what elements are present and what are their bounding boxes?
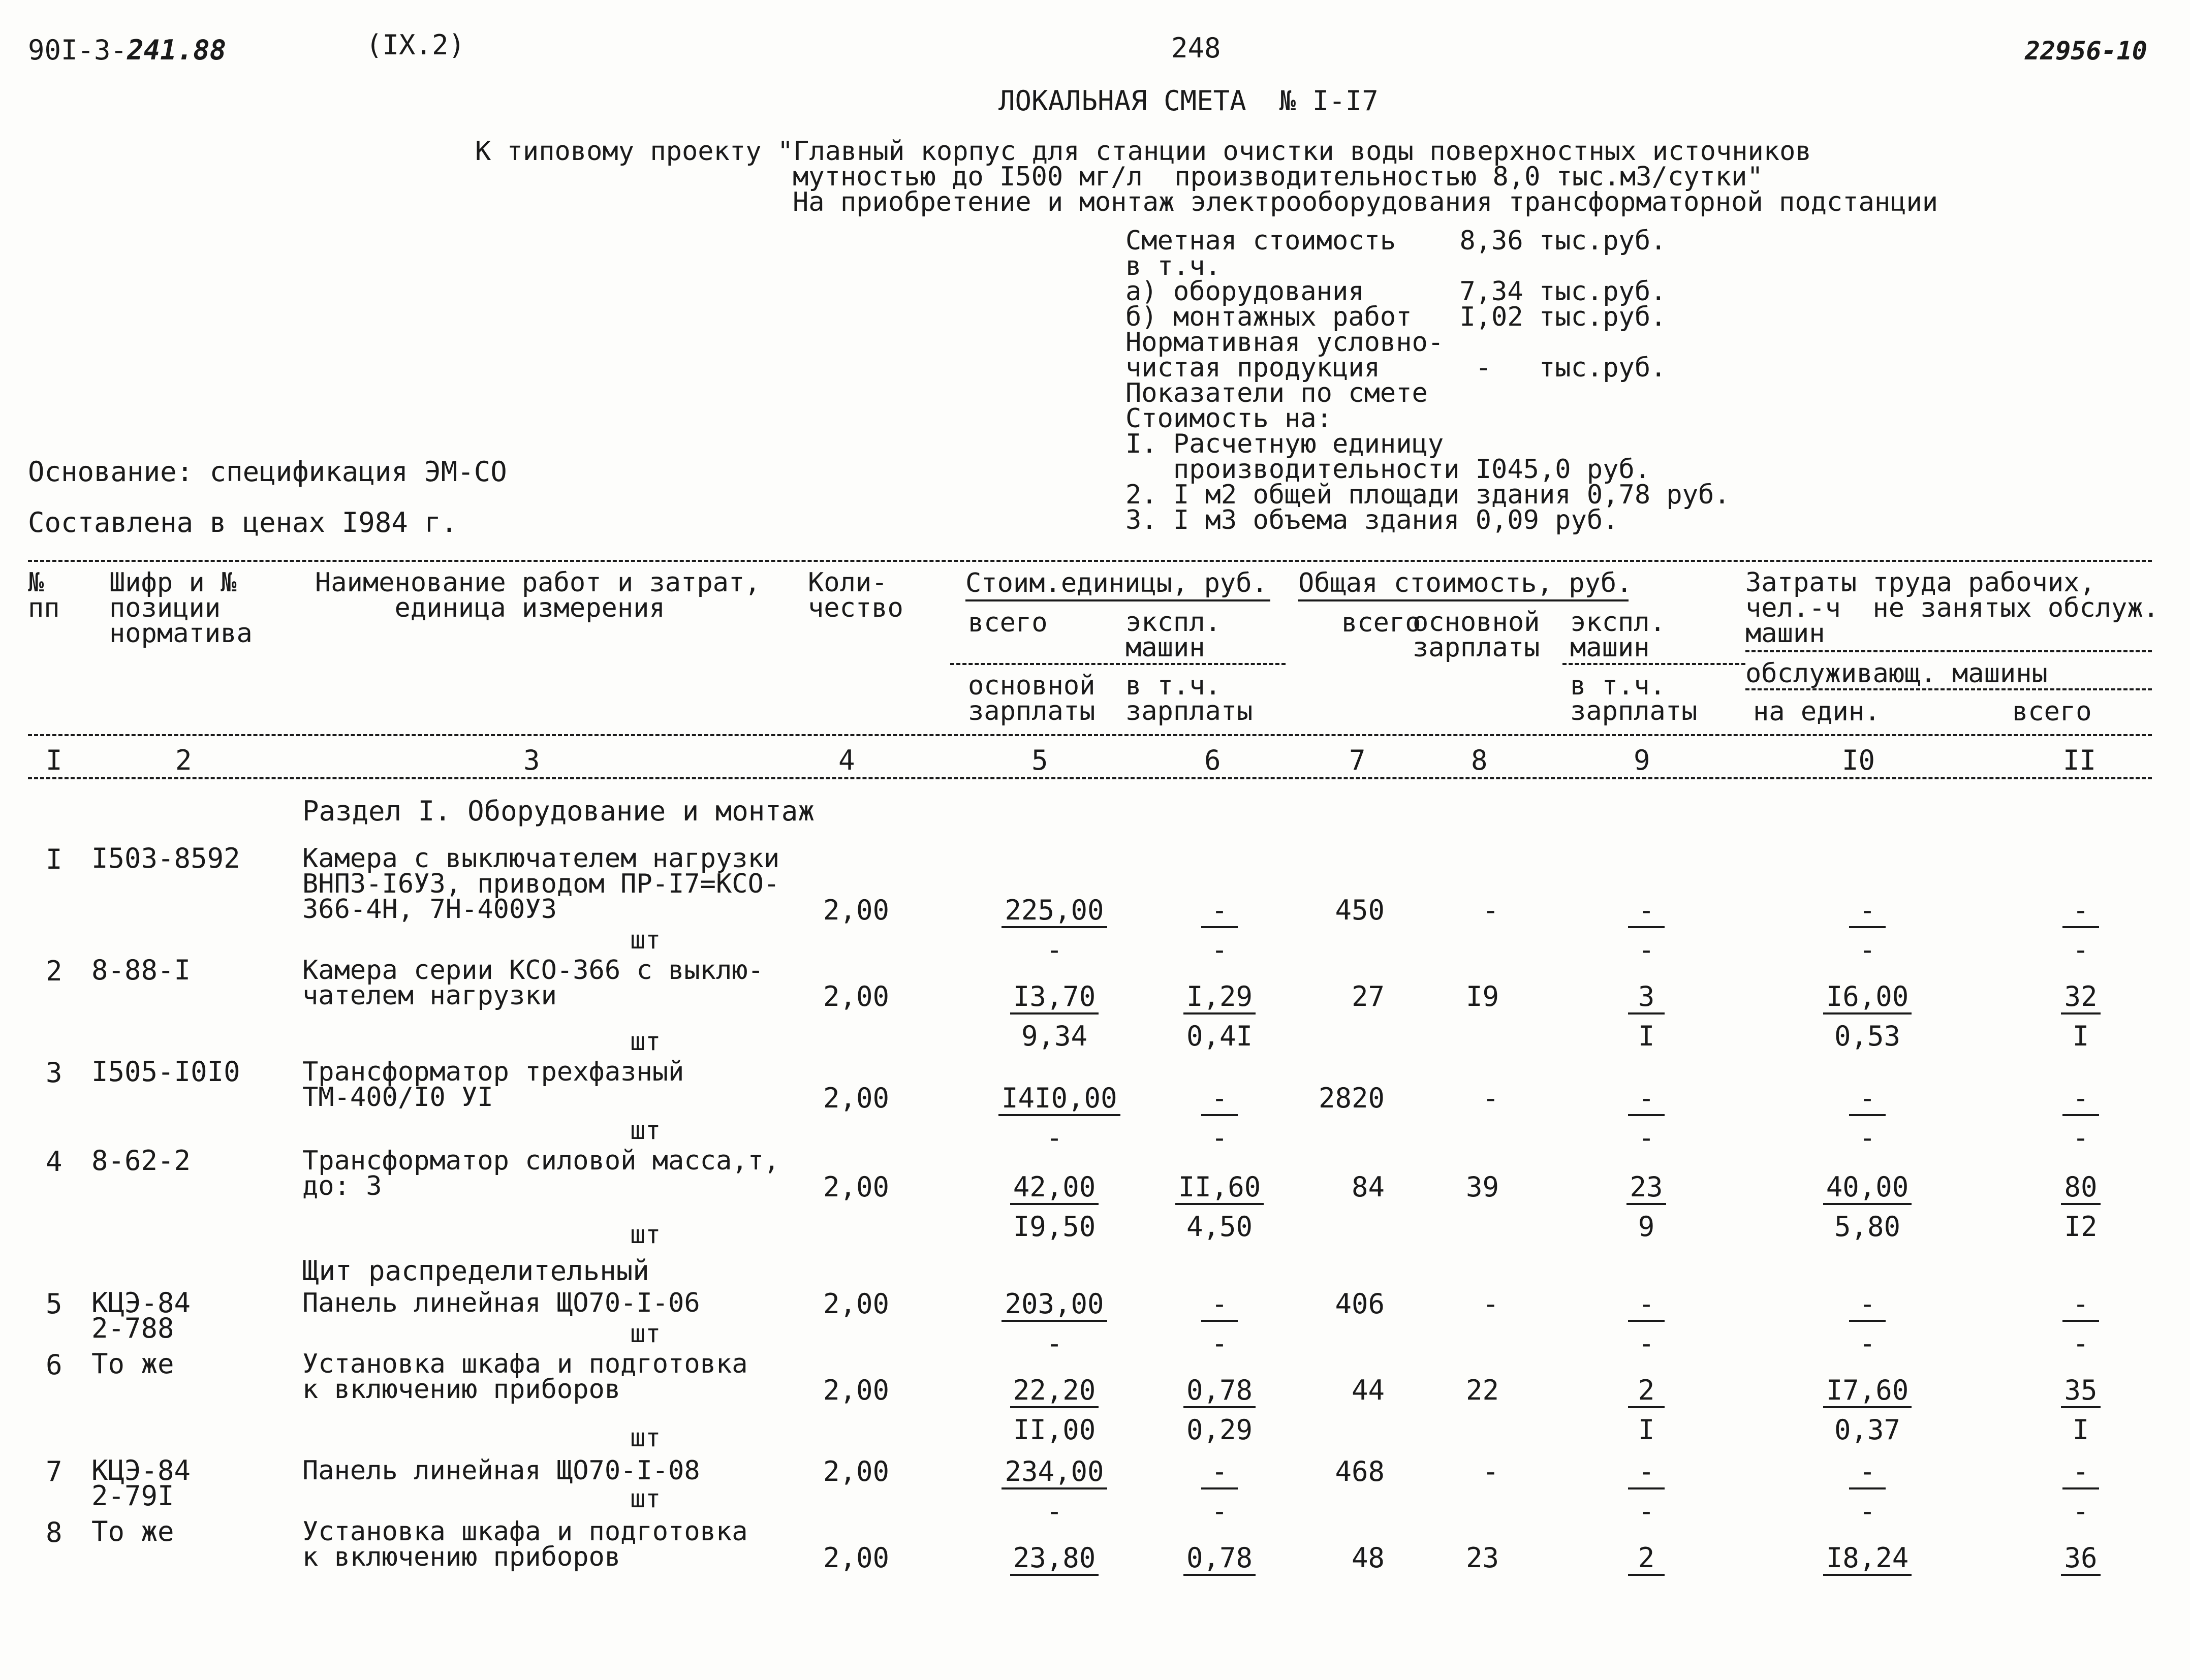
row-total-machines bbox=[1590, 1544, 1702, 1609]
row-name: Установка шкафа и подготовка к включению приборов bbox=[302, 1349, 748, 1405]
subgroup-title: Щит распределительный bbox=[302, 1255, 649, 1287]
row-number: I bbox=[46, 843, 62, 875]
row-labor-total-top: - bbox=[2062, 897, 2099, 928]
project-code bbox=[28, 34, 227, 66]
row-labor-per-unit-bottom: - bbox=[1859, 1122, 1876, 1154]
row-unit: шт bbox=[630, 1220, 661, 1249]
row-unit-cost-bottom: II,00 bbox=[1013, 1414, 1096, 1446]
row-name: Панель линейная ЩО70-I-06 bbox=[302, 1288, 700, 1318]
row-number: 8 bbox=[46, 1516, 62, 1548]
row-number: 7 bbox=[46, 1455, 62, 1487]
row-quantity: 2,00 bbox=[823, 1542, 890, 1574]
row-unit-cost-bottom: - bbox=[1046, 1122, 1063, 1154]
header-rule-mid bbox=[28, 734, 2152, 736]
col-1-header: № пп bbox=[28, 567, 60, 623]
row-labor-total-bottom: I2 bbox=[2064, 1211, 2098, 1243]
row-labor-total-bottom: - bbox=[2072, 1327, 2089, 1359]
row-total-machines-bottom: - bbox=[1638, 934, 1655, 966]
row-total-machines-top: 2 bbox=[1628, 1544, 1665, 1576]
row-unit-cost-bottom: I9,50 bbox=[1013, 1211, 1096, 1243]
col-9-top-header: экспл. машин bbox=[1570, 607, 1666, 663]
col-number: 6 bbox=[1204, 744, 1221, 776]
row-labor-per-unit-top: 40,00 bbox=[1823, 1174, 1912, 1205]
row-unit: шт bbox=[630, 1423, 661, 1452]
col-number: 9 bbox=[1634, 744, 1650, 776]
row-total-machines-top: - bbox=[1628, 1458, 1665, 1489]
col-9-mid-rule bbox=[1562, 663, 1745, 665]
row-unit-machines bbox=[1164, 1455, 1275, 1527]
album-number: (IX.2) bbox=[366, 29, 465, 61]
row-unit-machines bbox=[1164, 894, 1275, 966]
row-unit-cost-top: I4I0,00 bbox=[998, 1085, 1120, 1116]
summary-line: Сметная стоимость 8,36 тыс.руб. bbox=[1125, 226, 1667, 256]
row-labor-per-unit-bottom bbox=[1811, 1584, 1923, 1609]
row-code: 8-88-I bbox=[91, 954, 191, 986]
col-number: 2 bbox=[175, 744, 192, 776]
basis-note: Основание: спецификация ЭМ-СО bbox=[28, 456, 507, 488]
unit-cost-group-header: Стоим.единицы, руб. bbox=[965, 568, 1268, 598]
row-unit-machines bbox=[1164, 1544, 1275, 1609]
row-unit-cost bbox=[998, 1171, 1110, 1243]
row-code: КЦЭ-84 2-788 bbox=[91, 1287, 191, 1344]
row-labor-per-unit bbox=[1811, 1374, 1923, 1446]
row-labor-per-unit-bottom: 0,37 bbox=[1834, 1414, 1901, 1446]
row-unit-machines-bottom: 0,4I bbox=[1186, 1020, 1253, 1052]
col-8-header: основной зарплаты bbox=[1413, 607, 1540, 663]
col-number: II bbox=[2063, 744, 2097, 776]
row-name: Трансформатор силовой масса,т, до: 3 bbox=[302, 1146, 780, 1201]
row-unit-machines-bottom: 0,29 bbox=[1186, 1414, 1253, 1446]
col-6-top-header: экспл. машин bbox=[1125, 607, 1221, 663]
row-unit-machines-bottom: - bbox=[1211, 1495, 1228, 1527]
row-total-machines-bottom bbox=[1590, 1584, 1702, 1609]
row-labor-total bbox=[2025, 1082, 2137, 1154]
row-labor-total-bottom: - bbox=[2072, 934, 2089, 966]
row-labor-per-unit-bottom: 0,53 bbox=[1834, 1020, 1901, 1052]
row-unit-cost-bottom: - bbox=[1046, 1495, 1063, 1527]
row-total-machines bbox=[1590, 894, 1702, 966]
row-unit-cost-bottom bbox=[998, 1584, 1110, 1609]
summary-line: 3. I м3 объема здания 0,09 руб. bbox=[1125, 505, 1619, 535]
subtitle-line-1: К типовому проекту "Главный корпус для станции очистки воды поверхностных источников bbox=[475, 136, 1811, 167]
row-unit-cost bbox=[998, 1455, 1110, 1527]
page-title: ЛОКАЛЬНАЯ СМЕТА № I-I7 bbox=[998, 85, 1379, 117]
row-labor-total-bottom: - bbox=[2072, 1122, 2089, 1154]
col-7-header: всего bbox=[1341, 608, 1421, 638]
prices-year-note: Составлена в ценах I984 г. bbox=[28, 506, 458, 538]
row-unit-cost-top: I3,70 bbox=[1010, 983, 1099, 1015]
row-unit-machines-top: - bbox=[1201, 897, 1238, 928]
row-total-cost: 48 bbox=[1351, 1542, 1385, 1574]
row-labor-per-unit-top: - bbox=[1849, 897, 1886, 928]
row-total-wages: - bbox=[1482, 894, 1499, 926]
summary-line: в т.ч. bbox=[1125, 251, 1221, 281]
subtitle-line-2: мутностью до I500 мг/л производительностью 8,0 тыс.м3/сутки" bbox=[793, 162, 1763, 192]
row-labor-per-unit-bottom: - bbox=[1859, 1327, 1876, 1359]
total-cost-underline bbox=[1298, 599, 1629, 601]
row-total-machines-top: 2 bbox=[1628, 1377, 1665, 1408]
labor-subgroup-header: обслуживающ. машины bbox=[1745, 658, 2048, 689]
summary-line: Нормативная условно- bbox=[1125, 327, 1444, 358]
col-number: 7 bbox=[1349, 744, 1366, 776]
header-rule-bottom bbox=[28, 777, 2152, 779]
row-total-machines bbox=[1590, 1171, 1702, 1243]
row-quantity: 2,00 bbox=[823, 1171, 890, 1203]
row-number: 5 bbox=[46, 1288, 62, 1320]
row-unit-machines bbox=[1164, 1082, 1275, 1154]
row-total-wages: 23 bbox=[1465, 1542, 1499, 1574]
row-unit-cost bbox=[998, 980, 1110, 1052]
unit-cost-underline bbox=[965, 599, 1270, 601]
row-total-wages: I9 bbox=[1465, 980, 1499, 1012]
row-labor-total-bottom: I bbox=[2072, 1414, 2089, 1446]
row-unit-machines-top: I,29 bbox=[1183, 983, 1256, 1015]
row-total-wages: - bbox=[1482, 1082, 1499, 1114]
labor-mid-rule bbox=[1745, 650, 2152, 652]
row-name: Установка шкафа и подготовка к включению приборов bbox=[302, 1516, 748, 1572]
row-unit-machines-top: - bbox=[1201, 1085, 1238, 1116]
row-total-cost: 406 bbox=[1335, 1288, 1385, 1320]
row-unit: шт bbox=[630, 1027, 661, 1056]
row-labor-per-unit bbox=[1811, 1171, 1923, 1243]
row-labor-per-unit-top: I8,24 bbox=[1823, 1544, 1912, 1576]
row-code: I503-8592 bbox=[91, 842, 240, 874]
row-number: 4 bbox=[46, 1146, 62, 1178]
row-number: 2 bbox=[46, 955, 62, 987]
row-labor-per-unit bbox=[1811, 1544, 1923, 1609]
row-labor-total-top: - bbox=[2062, 1290, 2099, 1322]
row-quantity: 2,00 bbox=[823, 1374, 890, 1406]
summary-line: а) оборудования 7,34 тыс.руб. bbox=[1125, 276, 1667, 307]
row-total-machines bbox=[1590, 1374, 1702, 1446]
row-total-wages: 39 bbox=[1465, 1171, 1499, 1203]
row-labor-per-unit-top: - bbox=[1849, 1458, 1886, 1489]
row-name: Панель линейная ЩО70-I-08 bbox=[302, 1455, 700, 1486]
col-9-bottom-header: в т.ч. зарплаты bbox=[1570, 671, 1698, 726]
row-labor-total-top: 35 bbox=[2061, 1377, 2100, 1408]
row-unit-machines bbox=[1164, 1171, 1275, 1243]
col-11-header: всего bbox=[2012, 696, 2092, 727]
row-labor-per-unit-top: - bbox=[1849, 1290, 1886, 1322]
summary-line: производительности I045,0 руб. bbox=[1125, 454, 1651, 485]
row-total-wages: - bbox=[1482, 1455, 1499, 1487]
row-total-machines bbox=[1590, 980, 1702, 1052]
row-labor-total bbox=[2025, 1290, 2137, 1357]
row-labor-total-top: 80 bbox=[2061, 1174, 2100, 1205]
row-labor-total-bottom bbox=[2025, 1584, 2137, 1609]
row-labor-per-unit bbox=[1811, 1290, 1923, 1357]
row-number: 3 bbox=[46, 1057, 62, 1089]
row-total-machines-bottom: 9 bbox=[1638, 1211, 1655, 1243]
summary-line: I. Расчетную единицу bbox=[1125, 429, 1444, 459]
row-quantity: 2,00 bbox=[823, 1082, 890, 1114]
row-unit: шт bbox=[630, 925, 661, 955]
row-total-cost: 44 bbox=[1351, 1374, 1385, 1406]
row-unit-machines bbox=[1164, 1290, 1275, 1357]
row-labor-per-unit-bottom: 5,80 bbox=[1834, 1211, 1901, 1243]
row-unit-cost bbox=[998, 1374, 1110, 1446]
row-labor-total bbox=[2025, 1544, 2137, 1609]
row-unit-machines-bottom: - bbox=[1211, 934, 1228, 966]
row-labor-total-bottom: I bbox=[2072, 1020, 2089, 1052]
section-title: Раздел I. Оборудование и монтаж bbox=[302, 795, 815, 827]
row-total-wages: - bbox=[1482, 1288, 1499, 1320]
row-total-machines-top: - bbox=[1628, 1085, 1665, 1116]
project-code-print: 90I-3- bbox=[28, 34, 128, 66]
row-total-wages: 22 bbox=[1465, 1374, 1499, 1406]
row-unit-cost-bottom: - bbox=[1046, 934, 1063, 966]
row-total-cost: 84 bbox=[1351, 1171, 1385, 1203]
row-unit-machines-bottom bbox=[1164, 1584, 1275, 1609]
row-unit-cost bbox=[998, 1544, 1110, 1609]
row-labor-total bbox=[2025, 1374, 2137, 1446]
row-unit-cost-top: 22,20 bbox=[1010, 1377, 1099, 1408]
row-total-machines-top: - bbox=[1628, 897, 1665, 928]
row-total-machines bbox=[1590, 1290, 1702, 1357]
row-total-machines-top: 3 bbox=[1628, 983, 1665, 1015]
row-unit: шт bbox=[630, 1116, 661, 1145]
row-unit-machines-top: - bbox=[1201, 1290, 1238, 1322]
row-name: Трансформатор трехфазный ТМ-400/I0 УI bbox=[302, 1057, 684, 1113]
row-quantity: 2,00 bbox=[823, 1288, 890, 1320]
row-unit-cost-top: 225,00 bbox=[1002, 897, 1107, 928]
row-labor-per-unit-bottom: - bbox=[1859, 1495, 1876, 1527]
row-labor-per-unit-top: I7,60 bbox=[1823, 1377, 1912, 1408]
row-labor-total bbox=[2025, 1455, 2137, 1527]
row-labor-per-unit-top: - bbox=[1849, 1085, 1886, 1116]
col-number: 3 bbox=[523, 744, 540, 776]
row-total-cost: 468 bbox=[1335, 1455, 1385, 1487]
row-unit-cost-top: 234,00 bbox=[1002, 1458, 1107, 1489]
row-unit: шт bbox=[630, 1484, 661, 1513]
row-labor-per-unit bbox=[1811, 1082, 1923, 1154]
row-labor-total-top: - bbox=[2062, 1458, 2099, 1489]
col-3-header: Наименование работ и затрат, единица измерения bbox=[315, 567, 761, 623]
row-unit-cost-top: 42,00 bbox=[1010, 1174, 1099, 1205]
summary-line: Показатели по смете bbox=[1125, 378, 1428, 408]
row-unit-cost bbox=[998, 1082, 1117, 1154]
row-total-machines-bottom: I bbox=[1638, 1020, 1655, 1052]
row-labor-total bbox=[2025, 1171, 2137, 1243]
col-number: I0 bbox=[1842, 744, 1875, 776]
row-quantity: 2,00 bbox=[823, 1455, 890, 1487]
page-number: 248 bbox=[1171, 32, 1221, 64]
row-unit: шт bbox=[630, 1319, 661, 1348]
row-total-machines-bottom: I bbox=[1638, 1414, 1655, 1446]
row-unit-machines-top: - bbox=[1201, 1458, 1238, 1489]
summary-line: Стоимость на: bbox=[1125, 403, 1332, 434]
col-number: 8 bbox=[1471, 744, 1488, 776]
row-total-machines-bottom: - bbox=[1638, 1495, 1655, 1527]
subtitle-line-3: На приобретение и монтаж электрооборудования трансформаторной подстанции bbox=[793, 187, 1938, 217]
row-labor-total-top: 36 bbox=[2061, 1544, 2100, 1576]
row-unit-cost-top: 203,00 bbox=[1002, 1290, 1107, 1322]
col-2-header: Шифр и № позиции норматива bbox=[109, 567, 253, 649]
row-number: 6 bbox=[46, 1349, 62, 1381]
row-total-cost: 2820 bbox=[1318, 1082, 1385, 1114]
labor-group-header: Затраты труда рабочих, чел.-ч не занятых обслуж. машин bbox=[1745, 567, 2159, 649]
row-code: КЦЭ-84 2-79I bbox=[91, 1454, 191, 1512]
total-cost-group-header: Общая стоимость, руб. bbox=[1298, 568, 1633, 598]
row-labor-total bbox=[2025, 980, 2137, 1052]
row-code: То же bbox=[91, 1515, 174, 1547]
col-4-header: Коли- чество bbox=[808, 567, 903, 623]
col-6-bottom-header: в т.ч. зарплаты bbox=[1125, 671, 1253, 726]
row-unit-machines bbox=[1164, 980, 1275, 1052]
row-total-machines-top: - bbox=[1628, 1290, 1665, 1322]
col-5-bottom-header: основной зарплаты bbox=[968, 671, 1096, 726]
row-code: I505-I0I0 bbox=[91, 1056, 240, 1088]
row-labor-total-top: 32 bbox=[2061, 983, 2100, 1015]
row-unit-cost bbox=[998, 1290, 1110, 1357]
row-labor-per-unit-bottom: - bbox=[1859, 934, 1876, 966]
summary-line: 2. I м2 общей площади здания 0,78 руб. bbox=[1125, 480, 1730, 510]
col-number: 5 bbox=[1031, 744, 1048, 776]
row-code: 8-62-2 bbox=[91, 1145, 191, 1177]
row-unit-machines-top: II,60 bbox=[1175, 1174, 1264, 1205]
row-total-machines bbox=[1590, 1082, 1702, 1154]
row-unit-machines-top: 0,78 bbox=[1183, 1377, 1256, 1408]
row-total-machines bbox=[1590, 1455, 1702, 1527]
row-total-cost: 450 bbox=[1335, 894, 1385, 926]
row-name: Камера серии КСО-366 с выклю- чателем нагрузки bbox=[302, 955, 764, 1011]
summary-line: чистая продукция - тыс.руб. bbox=[1125, 353, 1667, 383]
row-code: То же bbox=[91, 1348, 174, 1380]
col-number: 4 bbox=[838, 744, 855, 776]
col-10-header: на един. bbox=[1753, 696, 1881, 727]
row-unit-cost-bottom: 9,34 bbox=[1021, 1020, 1088, 1052]
row-labor-total-bottom: - bbox=[2072, 1495, 2089, 1527]
row-total-machines-bottom: - bbox=[1638, 1122, 1655, 1154]
row-name: Камера с выключателем нагрузки ВНПЗ-I6УЗ, приводом ПР-I7=КСО- 366-4Н, 7Н-400УЗ bbox=[302, 843, 780, 925]
row-total-machines-bottom: - bbox=[1638, 1327, 1655, 1359]
row-unit-machines bbox=[1164, 1374, 1275, 1446]
row-labor-total bbox=[2025, 894, 2137, 966]
col-5-top-header: всего bbox=[968, 608, 1048, 638]
row-total-cost: 27 bbox=[1351, 980, 1385, 1012]
row-labor-total-top: - bbox=[2062, 1085, 2099, 1116]
row-labor-per-unit bbox=[1811, 980, 1923, 1052]
row-unit-cost-bottom: - bbox=[1046, 1327, 1063, 1359]
row-labor-per-unit bbox=[1811, 1455, 1923, 1527]
summary-line: б) монтажных работ I,02 тыс.руб. bbox=[1125, 302, 1667, 332]
row-labor-per-unit-top: I6,00 bbox=[1823, 983, 1912, 1015]
row-unit-machines-top: 0,78 bbox=[1183, 1544, 1256, 1576]
row-unit-machines-bottom: 4,50 bbox=[1186, 1211, 1253, 1243]
document-number: 22956-10 bbox=[2025, 36, 2147, 66]
row-unit-machines-bottom: - bbox=[1211, 1327, 1228, 1359]
row-unit-cost bbox=[998, 894, 1110, 966]
row-unit-cost-top: 23,80 bbox=[1010, 1544, 1099, 1576]
row-labor-per-unit bbox=[1811, 894, 1923, 966]
project-code-handwritten: 241.88 bbox=[127, 34, 227, 66]
row-quantity: 2,00 bbox=[823, 894, 890, 926]
row-unit-machines-bottom: - bbox=[1211, 1122, 1228, 1154]
row-quantity: 2,00 bbox=[823, 980, 890, 1012]
unit-cost-mid-rule bbox=[950, 663, 1286, 665]
row-total-machines-top: 23 bbox=[1626, 1174, 1666, 1205]
header-rule-top bbox=[28, 560, 2152, 562]
col-number: I bbox=[46, 744, 62, 776]
